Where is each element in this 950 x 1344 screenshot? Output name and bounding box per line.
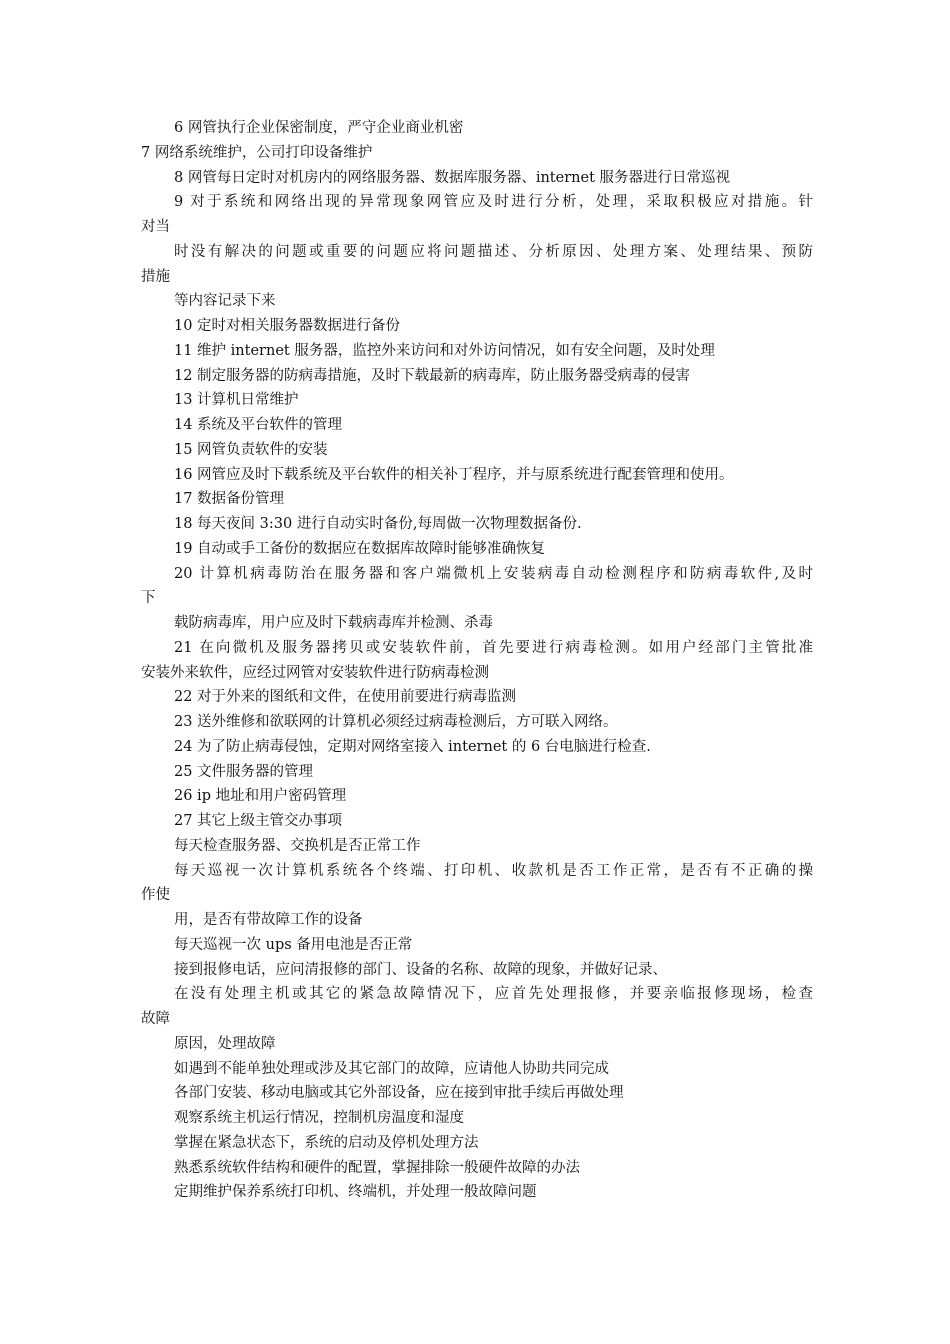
text-line: 21 在向微机及服务器拷贝或安装软件前，首先要进行病毒检测。如用户经部门主管批准 [174,639,813,656]
text-line: 19 自动或手工备份的数据应在数据库故障时能够准确恢复 [174,540,546,557]
text-line: 下 [141,590,156,607]
text-line: 18 每天夜间 3:30 进行自动实时备份,每周做一次物理数据备份. [174,516,582,532]
text-line: 27 其它上级主管交办事项 [174,813,343,829]
text-line: 16 网管应及时下载系统及平台软件的相关补丁程序，并与原系统进行配套管理和使用。 [174,466,734,483]
text-line: 时没有解决的问题或重要的问题应将问题描述、分析原因、处理方案、处理结果、预防 [174,243,813,260]
text-line: 10 定时对相关服务器数据进行备份 [174,318,401,334]
text-line: 安装外来软件，应经过网管对安装软件进行防病毒检测 [141,664,489,681]
text-line: 每天巡视一次 ups 备用电池是否正常 [174,936,413,953]
text-line: 措施 [141,268,170,285]
text-line: 故障 [141,1011,170,1027]
text-line: 在没有处理主机或其它的紧急故障情况下，应首先处理报修，并要亲临报修现场，检查 [174,986,813,1003]
text-line: 15 网管负责软件的安装 [174,441,328,458]
text-line: 用，是否有带故障工作的设备 [174,912,363,928]
text-line: 各部门安装、移动电脑或其它外部设备，应在接到审批手续后再做处理 [174,1085,624,1102]
text-line: 定期维护保养系统打印机、终端机，并处理一般故障问题 [174,1184,537,1201]
text-line: 22 对于外来的图纸和文件，在使用前要进行病毒监测 [174,689,517,706]
text-line: 17 数据备份管理 [174,491,285,508]
text-line: 每天巡视一次计算机系统各个终端、打印机、收款机是否工作正常，是否有不正确的操 [174,862,813,879]
text-line: 作使 [141,887,170,904]
text-line: 24 为了防止病毒侵蚀，定期对网络室接入 internet 的 6 台电脑进行检查. [174,738,651,755]
text-line: 观察系统主机运行情况，控制机房温度和湿度 [174,1110,464,1126]
text-line: 熟悉系统软件结构和硬件的配置，掌握排除一般硬件故障的办法 [174,1159,580,1176]
document-body [141,116,813,1205]
text-line: 等内容记录下来 [174,293,276,310]
text-line: 14 系统及平台软件的管理 [174,417,343,433]
text-line: 对当 [141,219,170,235]
text-line: 13 计算机日常维护 [174,392,299,409]
text-line: 7 网络系统维护，公司打印设备维护 [141,144,373,161]
text-line: 23 送外维修和欲联网的计算机必须经过病毒检测后，方可联入网络。 [174,714,618,730]
text-line: 12 制定服务器的防病毒措施，及时下载最新的病毒库，防止服务器受病毒的侵害 [174,367,691,384]
text-line: 接到报修电话，应问清报修的部门、设备的名称、故障的现象，并做好记录、 [174,961,667,978]
text-line: 20 计算机病毒防治在服务器和客户端微机上安装病毒自动检测程序和防病毒软件,及时 [174,565,813,582]
text-line: 载防病毒库，用户应及时下载病毒库并检测、杀毒 [174,615,493,631]
text-line: 9 对于系统和网络出现的异常现象网管应及时进行分析，处理，采取积极应对措施。针 [174,194,813,211]
text-line: 掌握在紧急状态下，系统的启动及停机处理方法 [174,1134,479,1151]
text-line: 如遇到不能单独处理或涉及其它部门的故障，应请他人协助共同完成 [174,1060,609,1077]
text-line: 11 维护 internet 服务器，监控外来访问和对外访问情况，如有安全问题，及时处理 [174,342,715,359]
text-line: 25 文件服务器的管理 [174,763,314,780]
text-line: 26 ip 地址和用户密码管理 [174,788,347,805]
text-line: 每天检查服务器、交换机是否正常工作 [174,837,421,854]
text-line: 原因，处理故障 [174,1035,276,1052]
text-line: 6 网管执行企业保密制度，严守企业商业机密 [174,120,464,136]
text-line: 8 网管每日定时对机房内的网络服务器、数据库服务器、internet 服务器进行日常巡视 [174,169,731,186]
